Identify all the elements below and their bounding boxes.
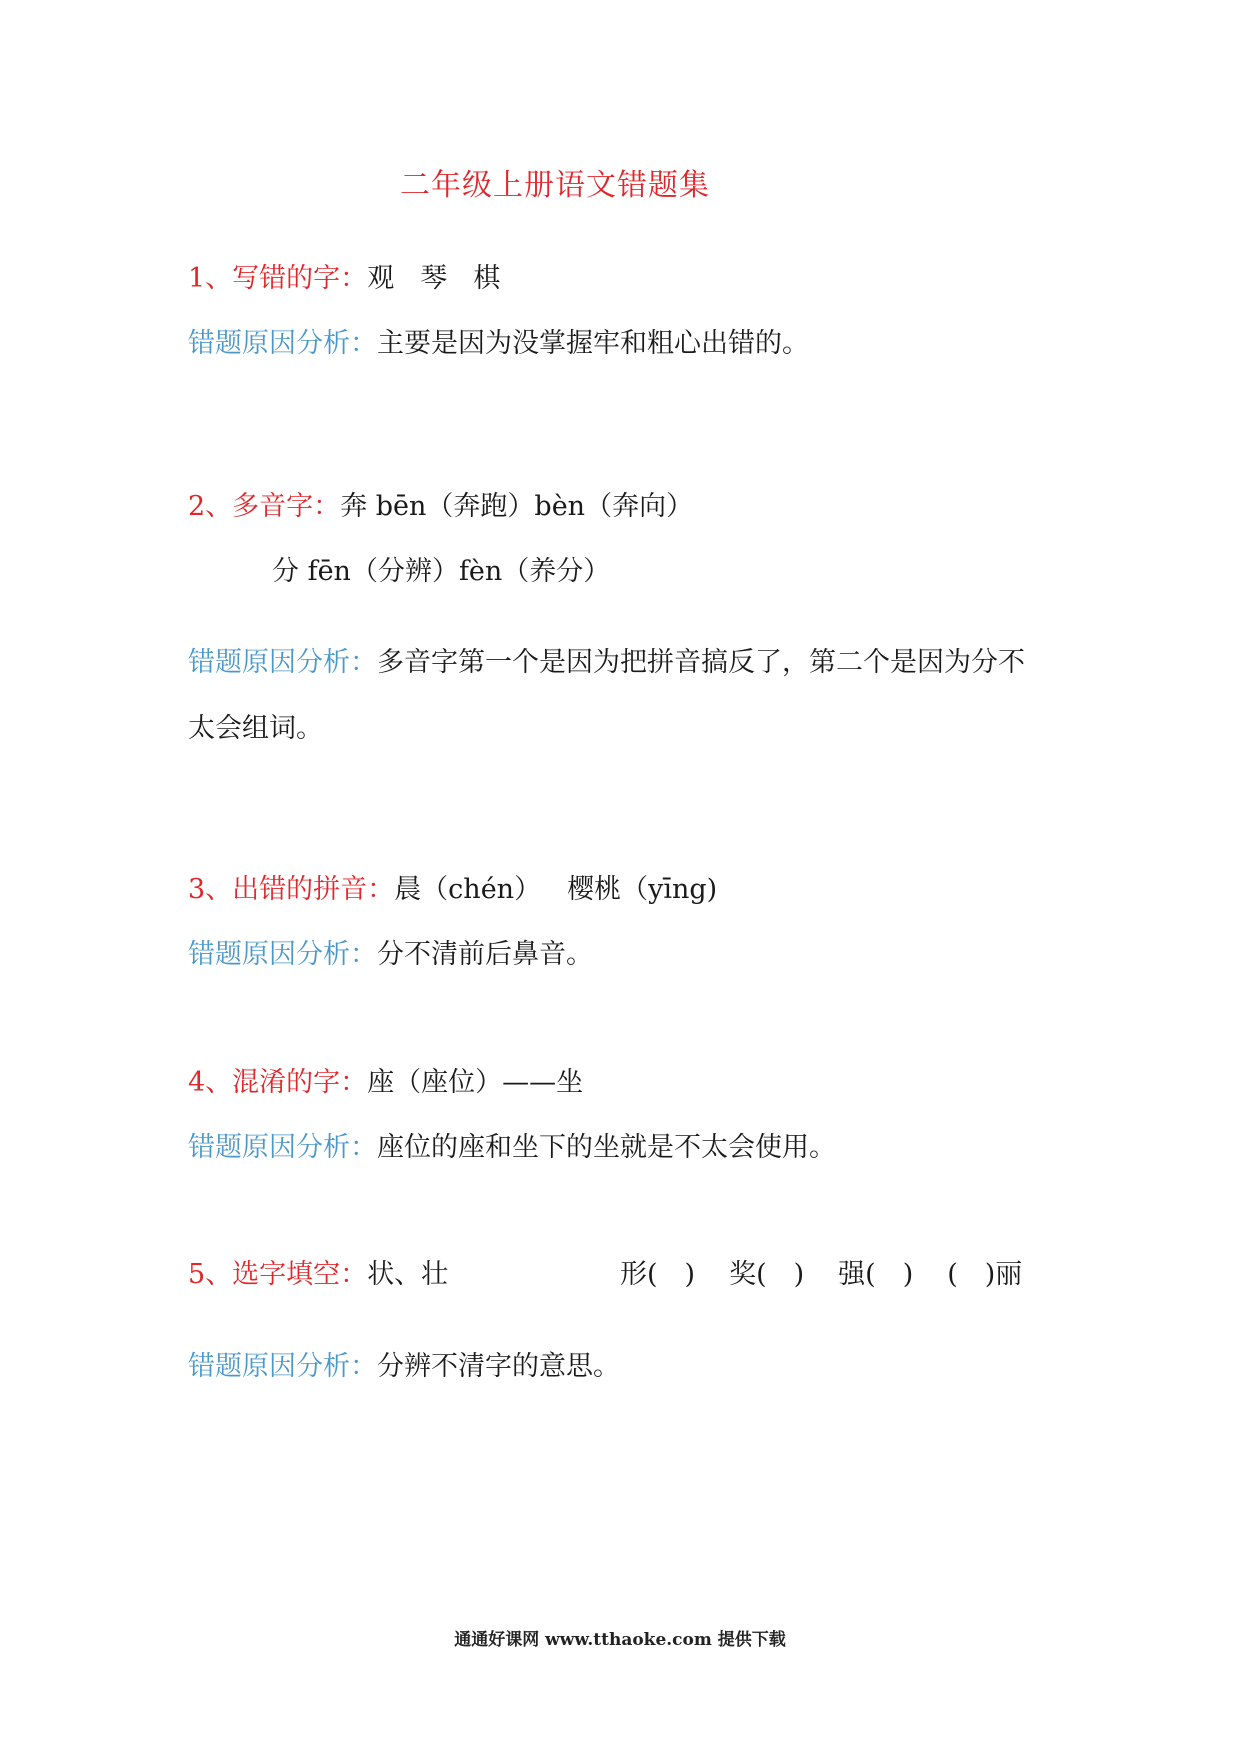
q3-item-2: 樱桃（yīng) (567, 874, 718, 905)
analysis-label: 错题原因分析： (188, 1132, 377, 1163)
q1-char-1: 观 (367, 263, 395, 294)
q2-line-1 (188, 490, 693, 524)
q5-analysis-text: 分辨不清字的意思。 (377, 1351, 620, 1382)
q4-analysis-text: 座位的座和坐下的坐就是不太会使用。 (377, 1132, 836, 1163)
q5-item-2: 奖( ) (729, 1259, 805, 1290)
q4-label: 4、混淆的字： (188, 1067, 368, 1098)
analysis-label: 错题原因分析： (188, 647, 377, 678)
q2-line-2 (272, 555, 610, 589)
q1-label: 1、写错的字： (188, 263, 368, 294)
q4-analysis (188, 1131, 836, 1165)
footer-credit: 通通好课网 www.tthaoke.com 提供下载 (454, 1630, 786, 1650)
q2-analysis (188, 646, 1025, 680)
q1-char-3: 棋 (473, 263, 501, 294)
q5-options: 状、壮 (367, 1259, 449, 1290)
q2-label: 2、多音字： (188, 491, 341, 522)
q4-line (188, 1066, 583, 1100)
q3-label: 3、出错的拼音： (188, 874, 395, 905)
q3-analysis (188, 938, 593, 972)
q1-analysis-text: 主要是因为没掌握牢和粗心出错的。 (377, 328, 809, 359)
q4-content: 座（座位）——坐 (367, 1067, 584, 1098)
q5-item-3: 强( ) (838, 1259, 914, 1290)
analysis-label: 错题原因分析： (188, 328, 377, 359)
q5-analysis (188, 1350, 620, 1384)
q2-analysis-cont (188, 712, 323, 746)
q2-line1-text: 奔 bēn（奔跑）bèn（奔向） (340, 491, 694, 522)
q2-line2-text: 分 fēn（分辨）fèn（养分） (272, 556, 611, 587)
page-title: 二年级上册语文错题集 (400, 168, 710, 203)
q5-fill-items (620, 1258, 1022, 1292)
q3-line (188, 873, 717, 907)
q1-line (188, 262, 500, 296)
q2-analysis-text-2: 太会组词。 (188, 713, 323, 744)
q1-char-2: 琴 (420, 263, 448, 294)
q1-analysis (188, 327, 809, 361)
q3-analysis-text: 分不清前后鼻音。 (377, 939, 593, 970)
q3-item-1: 晨（chén） (394, 874, 542, 905)
analysis-label: 错题原因分析： (188, 939, 377, 970)
q5-label: 5、选字填空： (188, 1259, 368, 1290)
q5-item-1: 形( ) (620, 1259, 696, 1290)
analysis-label: 错题原因分析： (188, 1351, 377, 1382)
q5-line (188, 1258, 448, 1292)
q2-analysis-text-1: 多音字第一个是因为把拼音搞反了，第二个是因为分不 (377, 647, 1025, 678)
q5-item-4: ( )丽 (947, 1259, 1023, 1290)
